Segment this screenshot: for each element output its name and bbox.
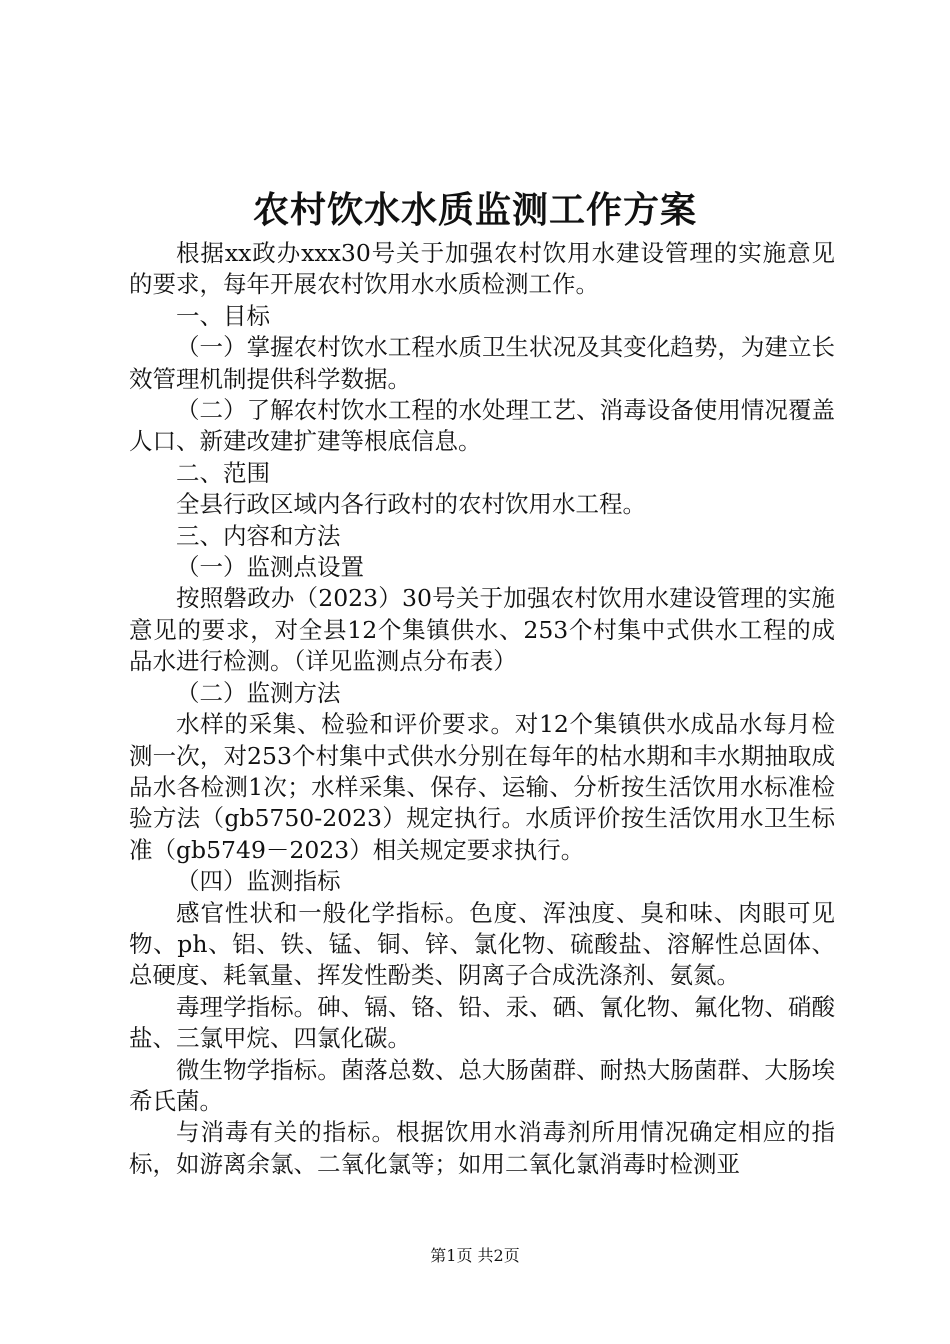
subsection-heading-indicators: （四）监测指标 [176,867,341,896]
paragraph-sensory: 感官性状和一般化学指标。色度、浑浊度、臭和味、肉眼可见物、ph、铝、铁、锰、铜、锌、氯化物、硫酸盐、溶解性总固体、总硬度、耗氧量、挥发性酚类、阴离子合成洗涤剂、氨氮。 [129,898,835,990]
section-heading-content: 三、内容和方法 [176,521,341,550]
section-heading-scope: 二、范围 [176,458,270,487]
page-footer: 第1页 共2页 [430,1246,520,1265]
paragraph-points: 按照磐政办（2023）30号关于加强农村饮用水建设管理的实施意见的要求，对全县12个集镇供水、253个村集中式供水工程的成品水进行检测。（详见监测点分布表） [129,584,835,676]
paragraph-method: 水样的采集、检验和评价要求。对12个集镇供水成品水每月检测一次，对253个村集中式供水分别在每年的枯水期和丰水期抽取成品水各检测1次；水样采集、保存、运输、分析按生活饮用水标准检验方法（gb5750-2023）规定执行。水质评价按生活饮用水卫生标准（gb5749－2023）相关规定要求执行。 [129,710,835,864]
document-title: 农村饮水水质监测工作方案 [252,189,697,231]
paragraph-goal-2: （二）了解农村饮水工程的水处理工艺、消毒设备使用情况覆盖人口、新建改建扩建等根底信息。 [129,396,835,456]
paragraph-goal-1: （一）掌握农村饮水工程水质卫生状况及其变化趋势，为建立长效管理机制提供科学数据。 [129,333,835,393]
document-body [129,238,835,1180]
paragraph-microbiology: 微生物学指标。菌落总数、总大肠菌群、耐热大肠菌群、大肠埃希氏菌。 [129,1055,835,1115]
paragraph-disinfection: 与消毒有关的指标。根据饮用水消毒剂所用情况确定相应的指标，如游离余氯、二氧化氯等；如用二氧化氯消毒时检测亚 [129,1118,835,1178]
paragraph-intro: 根据xx政办xxx30号关于加强农村饮用水建设管理的实施意见的要求，每年开展农村饮用水水质检测工作。 [129,239,835,299]
subsection-heading-method: （二）监测方法 [176,678,341,707]
paragraph-toxicology: 毒理学指标。砷、镉、铬、铅、汞、硒、氰化物、氟化物、硝酸盐、三氯甲烷、四氯化碳。 [129,992,835,1053]
section-heading-goal: 一、目标 [176,301,270,330]
paragraph-scope: 全县行政区域内各行政村的农村饮用水工程。 [176,490,646,519]
subsection-heading-points: （一）监测点设置 [176,553,364,582]
